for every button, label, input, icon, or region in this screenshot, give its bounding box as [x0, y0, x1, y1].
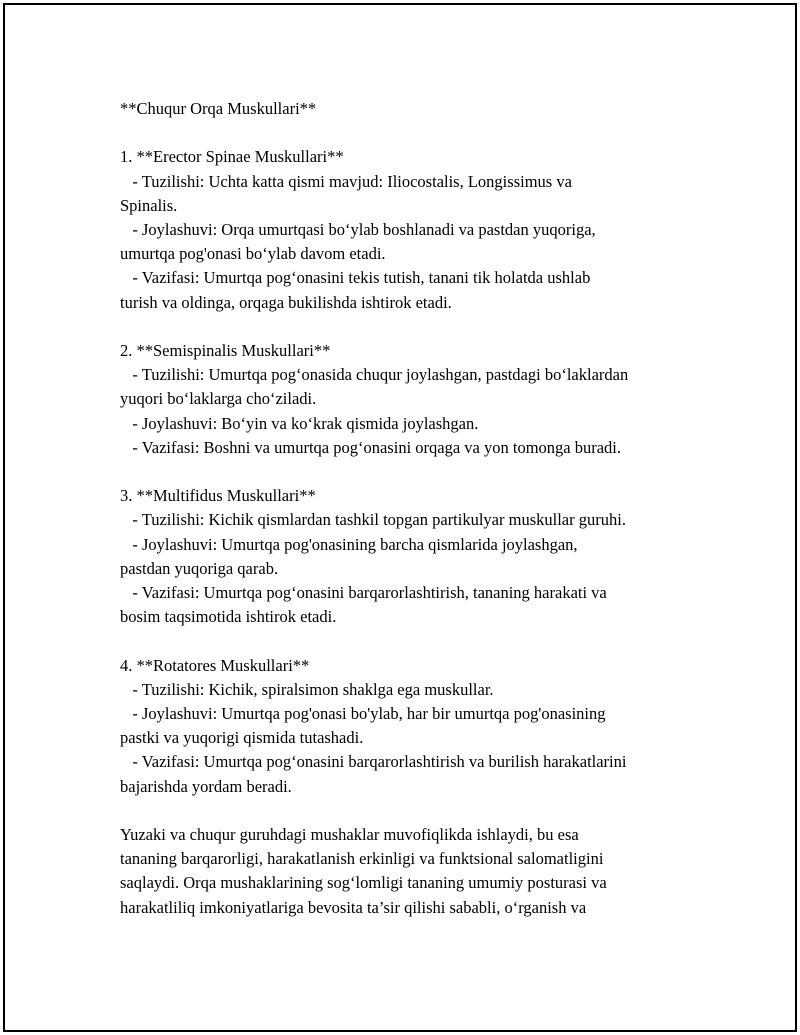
section-line: Spinalis. — [120, 195, 178, 215]
blank-line — [120, 629, 700, 653]
blank-line — [120, 315, 700, 339]
blank-line — [120, 799, 700, 823]
section-line: turish va oldinga, orqaga bukilishda ishtirok etadi. — [120, 292, 452, 312]
page-frame — [3, 3, 797, 1032]
section-heading: 4. **Rotatores Muskullari** — [120, 655, 310, 675]
section-line: - Tuzilishi: Kichik, spiralsimon shaklga ega muskullar. — [120, 679, 494, 699]
conclusion-paragraph — [120, 823, 700, 920]
section-line: - Joylashuvi: Umurtqa pog'onasining barcha qismlarida joylashgan, — [120, 534, 578, 554]
document-title: **Chuqur Orqa Muskullari** — [120, 99, 317, 118]
section-heading: 2. **Semispinalis Muskullari** — [120, 341, 331, 360]
section-line: bosim taqsimotida ishtirok etadi. — [120, 607, 337, 627]
section-line: - Tuzilishi: Kichik qismlardan tashkil topgan partikulyar muskullar guruhi. — [120, 510, 626, 530]
section-line: pastdan yuqoriga qarab. — [120, 558, 279, 578]
section-line: - Vazifasi: Umurtqa pog‘onasini barqarorlashtirish, tananing harakati va — [120, 583, 607, 603]
section-line: yuqori bo‘laklarga cho‘ziladi. — [120, 389, 317, 409]
section-line: - Joylashuvi: Umurtqa pog'onasi bo'ylab, har bir umurtqa pog'onasining — [120, 704, 606, 724]
blank-line — [120, 460, 700, 484]
blank-line — [120, 121, 700, 145]
section-line: - Vazifasi: Umurtqa pog‘onasini barqarorlashtirish va burilish harakatlarini — [120, 752, 627, 772]
section-line: - Joylashuvi: Bo‘yin va ko‘krak qismida joylashgan. — [120, 413, 479, 433]
section-line: - Vazifasi: Umurtqa pog‘onasini tekis tutish, tanani tik holatda ushlab — [120, 268, 591, 288]
section-line: - Tuzilishi: Uchta katta qismi mavjud: Iliocostalis, Longissimus va — [120, 171, 572, 191]
document-body — [120, 97, 700, 920]
section-line: - Vazifasi: Boshni va umurtqa pog‘onasini orqaga va yon tomonga buradi. — [120, 437, 622, 457]
section-heading: 1. **Erector Spinae Muskullari** — [120, 147, 344, 167]
section-line: bajarishda yordam beradi. — [120, 776, 292, 796]
section-line: - Joylashuvi: Orqa umurtqasi bo‘ylab boshlanadi va pastdan yuqoriga, — [120, 220, 596, 239]
section-semispinalis — [120, 339, 700, 460]
section-multifidus — [120, 484, 700, 629]
paragraph-line: harakatliliq imkoniyatlariga bevosita ta’sir qilishi sababli, o‘rganish va — [120, 897, 587, 917]
section-rotatores — [120, 654, 700, 799]
paragraph-line: tananing barqarorligi, harakatlanish erkinligi va funktsional salomatligini — [120, 849, 604, 869]
section-line: - Tuzilishi: Umurtqa pog‘onasida chuqur joylashgan, pastdagi bo‘laklardan — [120, 365, 629, 385]
section-erector-spinae — [120, 145, 700, 314]
section-heading: 3. **Multifidus Muskullari** — [120, 486, 316, 506]
section-line: umurtqa pog'onasi bo‘ylab davom etadi. — [120, 244, 386, 264]
paragraph-line: Yuzaki va chuqur guruhdagi mushaklar muvofiqlikda ishlaydi, bu esa — [120, 825, 579, 845]
paragraph-line: saqlaydi. Orqa mushaklarining sog‘lomligi tananing umumiy posturasi va — [120, 873, 607, 893]
section-line: pastki va yuqorigi qismida tutashadi. — [120, 728, 364, 748]
